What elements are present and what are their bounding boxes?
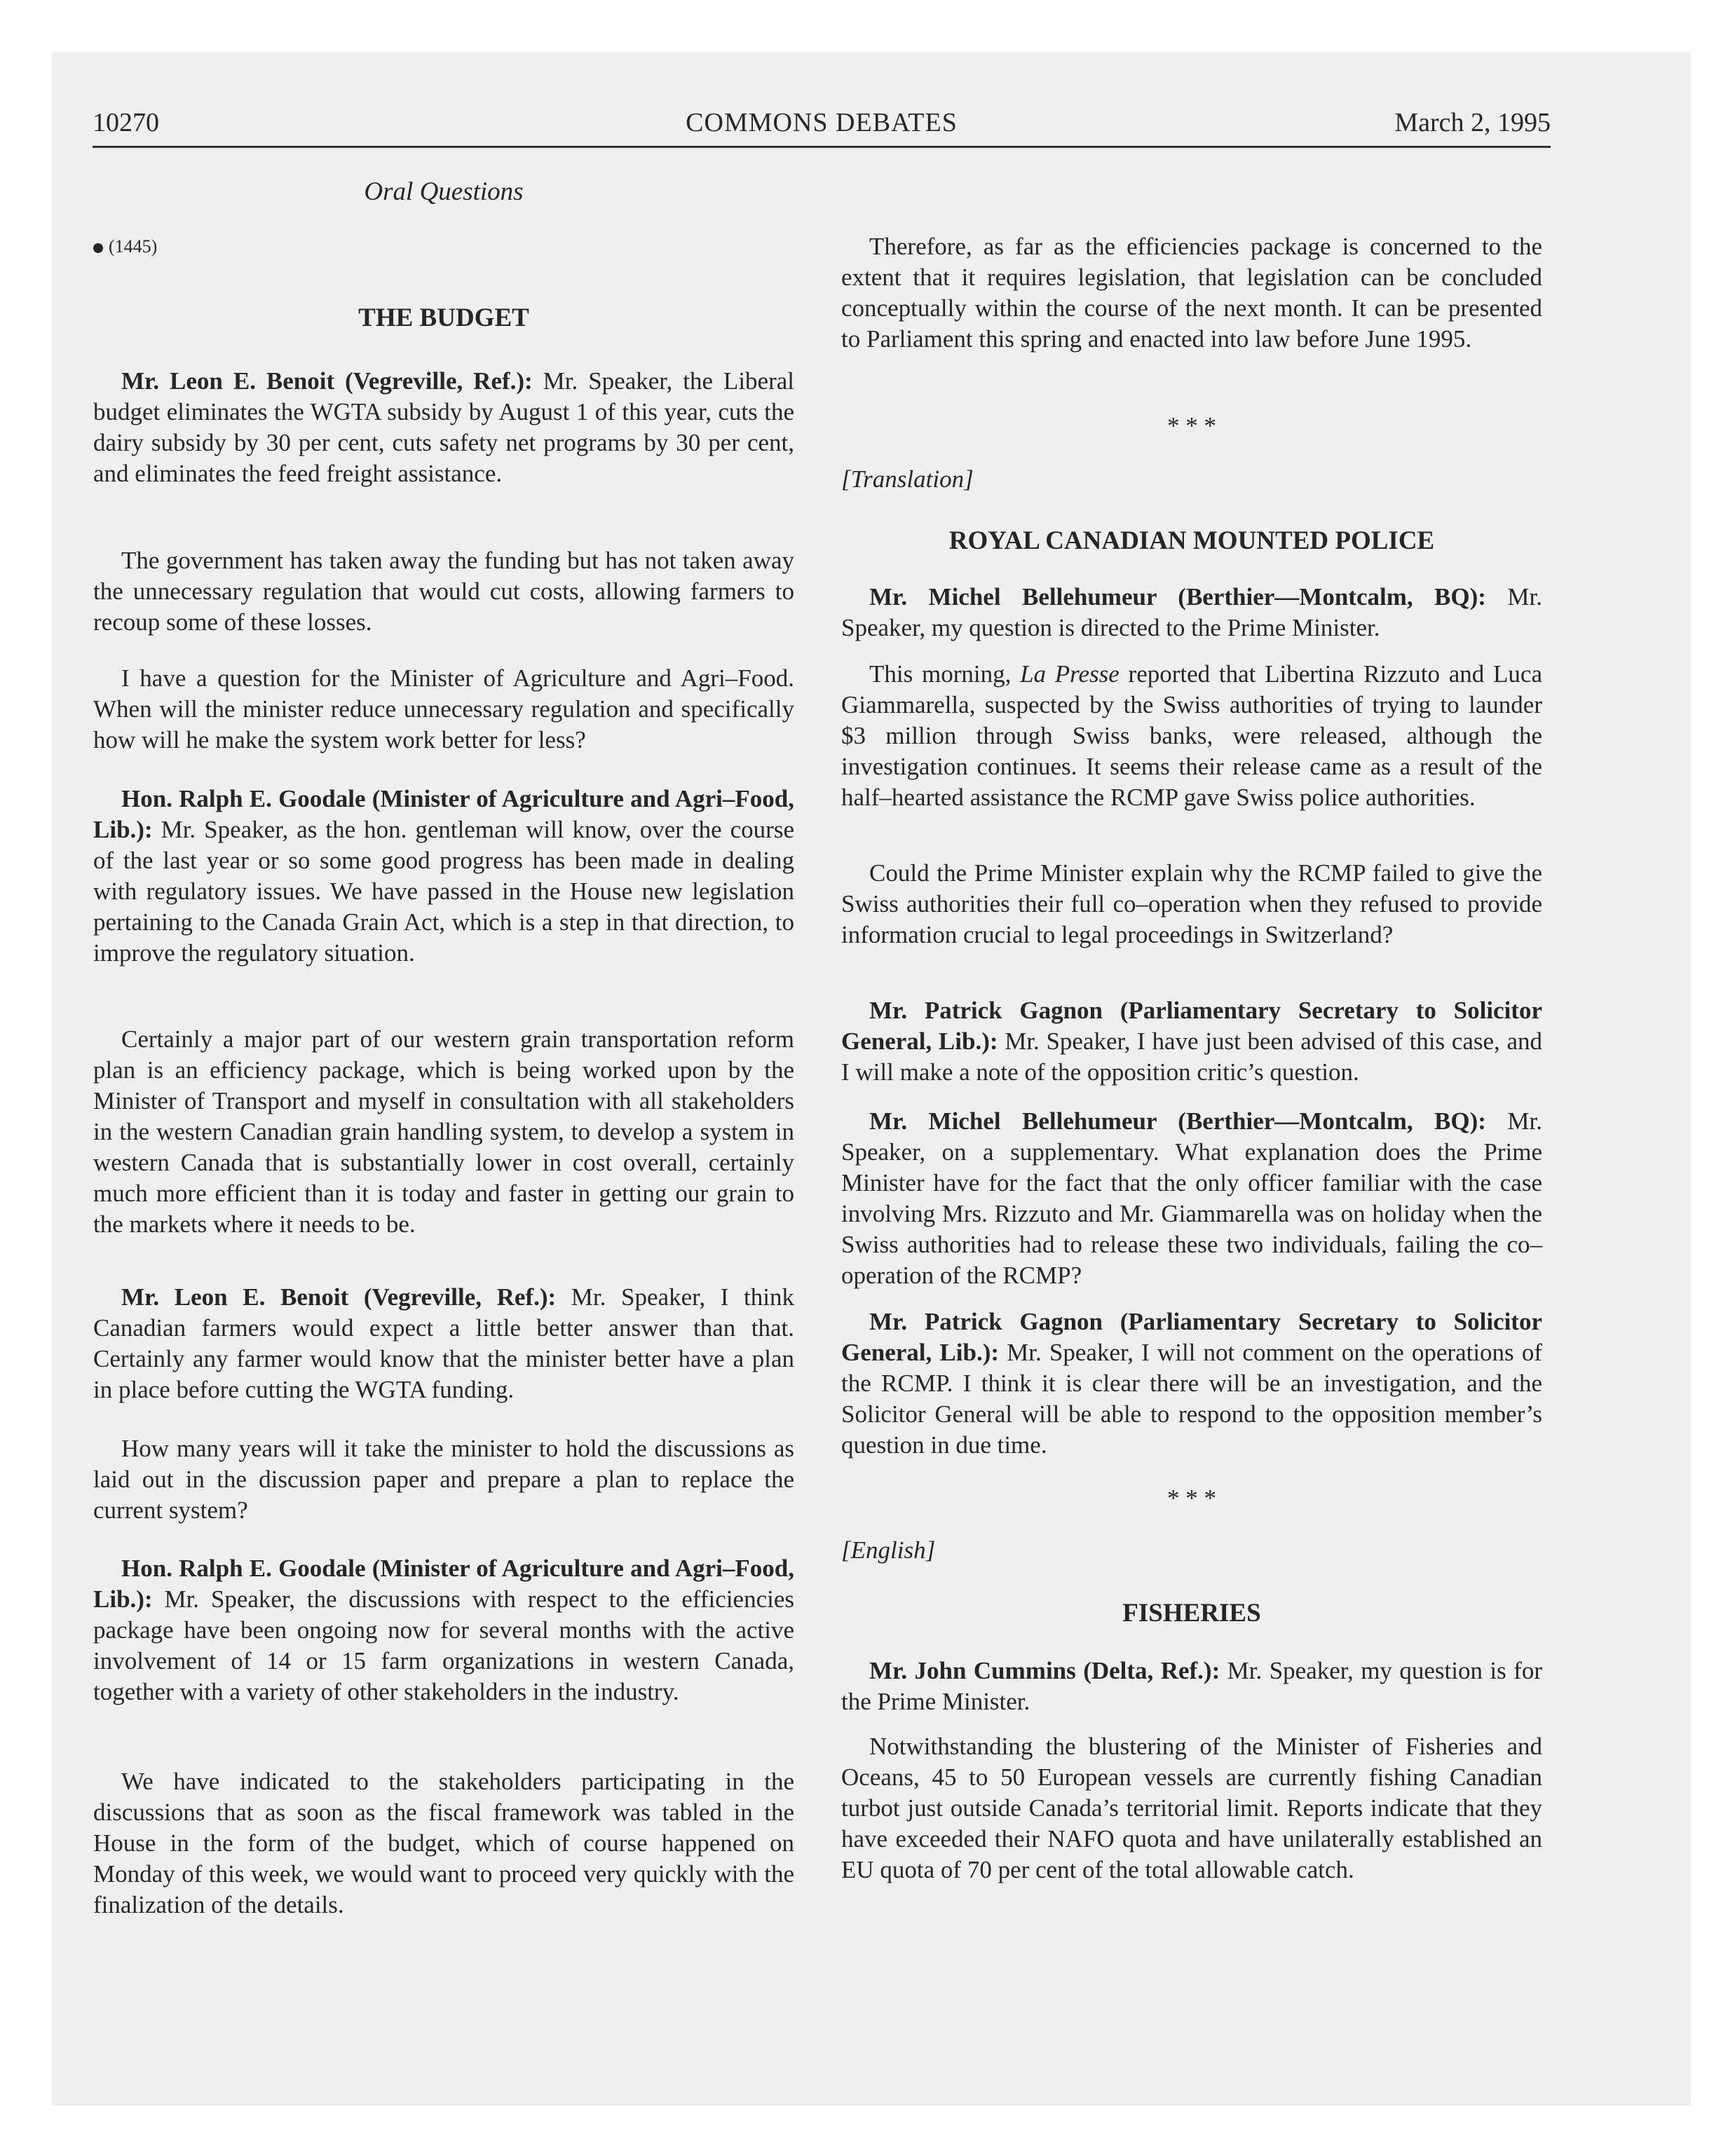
speaker-name: Mr. Patrick Gagnon (Parliamentary Secretary to Solicitor General, Lib.): [841,1308,1542,1366]
speech-paragraph: How many years will it take the minister to hold the discussions as laid out in the discussion paper and prepare a plan to replace the current system? [93,1435,794,1524]
speech-paragraph: Therefore, as far as the efficiencies package is concerned to the extent that it requires legislation, that legislation can be concluded conceptually within the course of the next month. It can be presented to Parliament this spring and enacted into law before June 1995. [841,233,1542,353]
speech-paragraph: Could the Prime Minister explain why the RCMP failed to give the Swiss authorities their full co–operation when they refused to provide information crucial to legal proceedings in Switzerland? [841,859,1542,948]
speaker-name: Mr. Michel Bellehumeur (Berthier—Montcalm, BQ): [869,583,1486,610]
speech-paragraph: Mr. Michel Bellehumeur (Berthier—Montcalm, BQ): Mr. Speaker, my question is directed to the Prime Minister. [841,583,1542,641]
speech-paragraph: We have indicated to the stakeholders participating in the discussions that as soon as the fiscal framework was tabled in the House in the form of the budget, which of course happened on Monday of this week, we would want to proceed very quickly with the finalization of the details. [93,1768,794,1918]
speech-paragraph: The government has taken away the funding but has not taken away the unnecessary regulation that would cut costs, allowing farmers to recoup some of these losses. [93,547,794,636]
speaker-name: Mr. Leon E. Benoit (Vegreville, Ref.): [121,1283,557,1311]
page-header [93,105,1551,147]
heading-fisheries: FISHERIES [1122,1599,1261,1628]
translation-note: [Translation] [841,465,974,493]
page-number: 10270 [93,108,159,137]
speech-paragraph: Mr. Leon E. Benoit (Vegreville, Ref.): Mr. Speaker, I think Canadian farmers would expect a little better answer than that. Certainly any farmer would know that the minister better have a plan in place before cutting the WGTA funding. [93,1283,794,1403]
speech-paragraph: Mr. Patrick Gagnon (Parliamentary Secretary to Solicitor General, Lib.): Mr. Speaker, I have just been advised of this case, and I will make a note of the opposition critic’s question. [841,997,1542,1086]
speaker-name: Hon. Ralph E. Goodale (Minister of Agriculture and Agri–Food, Lib.): [93,1555,794,1613]
speech-paragraph: Certainly a major part of our western grain transportation reform plan is an efficiency package, which is being worked upon by the Minister of Transport and myself in consultation with all stakeholders in the western Canadian grain handling system, to develop a system in western Canada that is substantially lower in cost overall, certainly much more efficient than it is today and faster in getting our grain to the markets where it needs to be. [93,1025,794,1238]
speech-paragraph: Mr. Michel Bellehumeur (Berthier—Montcalm, BQ): Mr. Speaker, on a supplementary. What explanation does the Prime Minister have for the fact that the only officer familiar with the case involving Mrs. Rizzuto and Mr. Giammarella was on holiday when the Swiss authorities had to release these two individuals, failing the co–operation of the RCMP? [841,1107,1542,1289]
speech-paragraph: This morning, La Presse reported that Libertina Rizzuto and Luca Giammarella, suspected by the Swiss authorities of trying to launder $3 million through Swiss banks, were released, although the investigation continues. It seems their release came as a result of the half–hearted assistance the RCMP gave Swiss police authorities. [841,660,1543,811]
bullet-icon [93,243,103,253]
speech-paragraph: Hon. Ralph E. Goodale (Minister of Agriculture and Agri–Food, Lib.): Mr. Speaker, as the hon. gentleman will know, over the course of the last year or so some good progress has been made in dealing with regulatory issues. We have passed in the House new legislation pertaining to the Canada Grain Act, which is a step in that direction, to improve the regulatory situation. [93,785,794,967]
speaker-name: Mr. Leon E. Benoit (Vegreville, Ref.): [121,367,533,395]
speech-paragraph: Mr. John Cummins (Delta, Ref.): Mr. Speaker, my question is for the Prime Minister. [841,1657,1542,1715]
speech-paragraph: Hon. Ralph E. Goodale (Minister of Agriculture and Agri–Food, Lib.): Mr. Speaker, the discussions with respect to the efficiencies package have been ongoing now for several months with the active involvement of 14 or 15 farm organizations in western Canada, together with a variety of other stakeholders in the industry. [93,1555,794,1705]
speaker-name: Mr. John Cummins (Delta, Ref.): [869,1657,1220,1684]
speaker-name: Mr. Patrick Gagnon (Parliamentary Secretary to Solicitor General, Lib.): [841,997,1542,1055]
speech-paragraph: Mr. Patrick Gagnon (Parliamentary Secretary to Solicitor General, Lib.): Mr. Speaker, I will not comment on the operations of the RCMP. I think it is clear there will be an investigation, and the Solicitor General will be able to respond to the opposition member’s question in due time. [841,1308,1542,1459]
header-rule [93,146,1551,148]
publication-name: La Presse [1020,660,1120,688]
section-separator: * * * [1167,1485,1216,1512]
heading-rcmp: ROYAL CANADIAN MOUNTED POLICE [948,526,1435,555]
section-label: Oral Questions [364,177,524,206]
speaker-name: Hon. Ralph E. Goodale (Minister of Agriculture and Agri–Food, Lib.): [93,785,794,843]
time-marker: (1445) [93,231,157,262]
heading-the-budget: THE BUDGET [358,303,529,332]
speech-paragraph: I have a question for the Minister of Agriculture and Agri–Food. When will the minister reduce unnecessary regulation and specifically how will he make the system work better for less? [93,664,794,753]
issue-date: March 2, 1995 [1394,108,1551,137]
speech-paragraph: Mr. Leon E. Benoit (Vegreville, Ref.): Mr. Speaker, the Liberal budget eliminates the WGTA subsidy by August 1 of this year, cuts the dairy subsidy by 30 per cent, cuts safety net programs by 30 per cent, and eliminates the feed freight assistance. [93,367,794,487]
language-note: [English] [841,1536,936,1564]
speaker-name: Mr. Michel Bellehumeur (Berthier—Montcalm, BQ): [869,1107,1486,1135]
speech-paragraph: Notwithstanding the blustering of the Minister of Fisheries and Oceans, 45 to 50 European vessels are currently fishing Canadian turbot just outside Canada’s territorial limit. Reports indicate that they have exceeded their NAFO quota and have unilaterally established an EU quota of 70 per cent of the total allowable catch. [841,1733,1542,1883]
section-separator: * * * [1167,412,1216,439]
publication-title: COMMONS DEBATES [686,108,958,137]
